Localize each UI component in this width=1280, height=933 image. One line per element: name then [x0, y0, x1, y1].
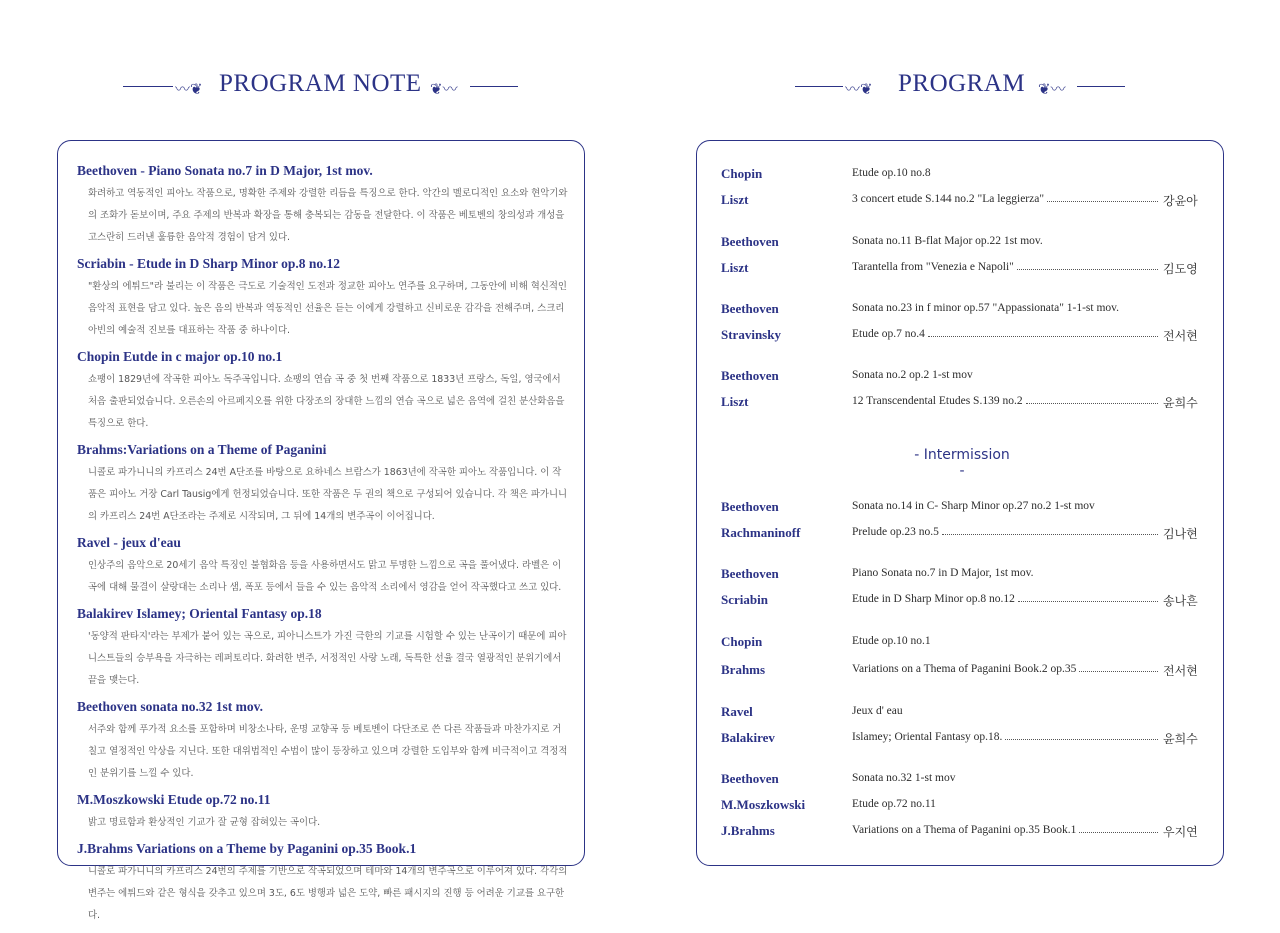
- program-row: [721, 592, 1201, 612]
- performer-name: 윤희수: [1163, 396, 1198, 410]
- work-title: [852, 705, 1192, 717]
- program-row: [721, 704, 1201, 724]
- note-entry: [77, 162, 572, 249]
- composer-name: Beethoven: [721, 301, 779, 316]
- program-row: [721, 730, 1201, 750]
- title-rule-right: [1077, 86, 1125, 87]
- performer-name: 김나현: [1163, 527, 1198, 541]
- work-title: [852, 235, 1192, 247]
- program-row: [721, 368, 1201, 388]
- work-title: [852, 395, 1161, 407]
- title-rule-left: [795, 86, 843, 87]
- work-title-text: 3 concert etude S.144 no.2 "La leggierza": [852, 193, 1045, 205]
- note-entry: [77, 791, 572, 834]
- dot-leader: [1017, 268, 1158, 270]
- composer-name: Chopin: [721, 634, 763, 649]
- work-title-text: Tarantella from "Venezia e Napoli": [852, 261, 1014, 273]
- work-title-text: Islamey; Oriental Fantasy op.18.: [852, 731, 1003, 743]
- work-title: [852, 798, 1192, 810]
- work-title: [852, 593, 1161, 605]
- program-note-title: PROGRAM NOTE: [219, 70, 422, 97]
- performer-name: 우지연: [1163, 825, 1198, 839]
- note-body: 인상주의 음악으로 20세기 음악 특징인 불협화음 등을 사용하면서도 맑고 투명한 느낌으로 곡을 풀어냈다. 라벨은 이 곡에 대해 물결이 살랑대는 소리나 샘, 폭포 등에서 들을 수 있는 음악적 소리에서 영감을 얻어 작곡했다고 쓰고 있다.: [88, 560, 562, 593]
- program-row: [721, 771, 1201, 791]
- note-body: 니콜로 파가니니의 카프리스 24번의 주제를 기반으로 작곡되었으며 테마와 14개의 변주곡으로 이루어져 있다. 각각의 변주는 에튀드와 같은 형식을 갖추고 있으며 3도, 6도 병행과 넓은 도약, 빠른 패시지의 진행 등 어려운 기교를 요구한다.: [88, 866, 568, 921]
- composer-name: Balakirev: [721, 730, 775, 745]
- note-body: 밝고 명료함과 환상적인 기교가 잘 균형 잡혀있는 곡이다.: [88, 817, 321, 828]
- note-title: Chopin Eutde in c major op.10 no.1: [77, 349, 283, 364]
- work-title-text: Jeux d' eau: [852, 705, 903, 717]
- work-title-text: Etude op.10 no.8: [852, 167, 931, 179]
- work-title-text: 12 Transcendental Etudes S.139 no.2: [852, 395, 1023, 407]
- note-entry: [77, 605, 572, 692]
- work-title-text: Etude op.7 no.4: [852, 328, 925, 340]
- note-body: 쇼팽이 1829년에 작곡한 피아노 독주곡입니다. 쇼팽의 연습 곡 중 첫 번째 작품으로 1833년 프랑스, 독일, 영국에서 처음 출판되었습니다. 오른손의 아르페지오를 위한 다장조의 장대한 느낌의 연습 곡으로 넓은 음역에 걸친 분산화음을 특징으로 한다.: [88, 374, 565, 429]
- program-row: [721, 525, 1201, 545]
- program-row: [721, 566, 1201, 586]
- composer-name: Beethoven: [721, 566, 779, 581]
- flourish-ornament-icon: 〰❦: [845, 80, 873, 98]
- note-body: 화려하고 역동적인 피아노 작품으로, 명확한 주제와 강렬한 리듬을 특징으로 한다. 악간의 멜로디적인 요소와 현악기와의 조화가 돋보이며, 주요 주제의 반복과 확장을 통해 충복되는 감동을 전달한다. 이 작품은 베토벤의 창의성과 개성을 고스란히 드러낸 훌륭한 음악적 경험이 담겨 있다.: [88, 188, 568, 243]
- performer-name: 윤희수: [1163, 732, 1198, 746]
- intermission-label: - Intermission -: [914, 447, 1010, 479]
- composer-name: Rachmaninoff: [721, 525, 801, 540]
- program-row: [721, 260, 1201, 280]
- note-title: Brahms:Variations on a Theme of Paganini: [77, 442, 327, 457]
- performer-name: 김도영: [1163, 262, 1198, 276]
- work-title-text: Etude op.72 no.11: [852, 798, 936, 810]
- dot-leader: [1018, 600, 1158, 602]
- note-title: Beethoven sonata no.32 1st mov.: [77, 699, 264, 714]
- dot-leader: [928, 335, 1158, 337]
- note-title: Beethoven - Piano Sonata no.7 in D Major, 1st mov.: [77, 163, 373, 178]
- work-title: [852, 731, 1161, 743]
- note-entry: [77, 348, 572, 435]
- work-title-text: Sonata no.11 B-flat Major op.22 1st mov.: [852, 235, 1043, 247]
- composer-name: Beethoven: [721, 499, 779, 514]
- note-body: 니콜로 파가니니의 카프리스 24번 A단조를 바탕으로 요하네스 브람스가 1863년에 작곡한 피아노 작품입니다. 이 작품은 피아노 거장 Carl Tausig에게 헌정되었습니다. 또한 작품은 두 권의 책으로 구성되어 있습니다. 각 책은 파가니니의 카프리스 24번 A단조라는 주제로 시작되며, 그 뒤에 14개의 변주곡이 이어집니다.: [88, 467, 568, 522]
- note-body: "환상의 에튀드"라 불리는 이 작품은 극도로 기술적인 도전과 정교한 피아노 연주를 요구하며, 그동안에 비해 혁신적인 음악적 표현을 담고 있다. 높은 음의 반복과 역동적인 선율은 듣는 이에게 강렬하고 신비로운 감각을 전해주며, 스크리아빈의 예술적 진보를 대표하는 작품 중 하나이다.: [88, 281, 567, 336]
- program-row: [721, 797, 1201, 817]
- program-row: [721, 234, 1201, 254]
- flourish-ornament-icon: ❦〰: [1038, 80, 1066, 98]
- program-title: PROGRAM: [898, 70, 1026, 97]
- program-notes: [77, 162, 572, 933]
- flourish-ornament-icon: 〰❦: [175, 80, 203, 98]
- performer-name: 전서현: [1163, 329, 1198, 343]
- work-title: [852, 526, 1161, 538]
- composer-name: Scriabin: [721, 592, 768, 607]
- program-row: [721, 301, 1201, 321]
- composer-name: Chopin: [721, 166, 763, 181]
- work-title: [852, 772, 1192, 784]
- work-title-text: Sonata no.23 in f minor op.57 "Appassionata" 1-1-st mov.: [852, 302, 1120, 314]
- note-entry: [77, 441, 572, 528]
- composer-name: Liszt: [721, 394, 749, 409]
- note-body: 서주와 함께 푸가적 요소를 포함하며 비창소나타, 운명 교향곡 등 베토벤이 다단조로 쓴 다른 작품들과 마찬가지로 거칠고 열정적인 악상을 지닌다. 또한 대위법적인 수법이 많이 등장하고 있으며 강렬한 도입부와 함께 비극적이고 격정적인 분위기를 느낄 수 있다.: [88, 724, 568, 779]
- program-row: [721, 662, 1201, 682]
- title-rule-right: [470, 86, 518, 87]
- note-title: J.Brahms Variations on a Theme by Paganini op.35 Book.1: [77, 841, 417, 856]
- composer-name: Liszt: [721, 192, 749, 207]
- work-title: [852, 167, 1192, 179]
- dot-leader: [1079, 670, 1158, 672]
- program-row: [721, 327, 1201, 347]
- program-row: [721, 166, 1201, 186]
- note-body: '동양적 판타지'라는 부제가 붙어 있는 곡으로, 피아니스트가 가진 극한의 기교를 시험할 수 있는 난곡이기 때문에 피아니스트들의 승부욕을 자극하는 레퍼토리다. 화려한 변주, 서정적인 사랑 노래, 독특한 선율 결국 열광적인 분위기에서 끝을 맺는다.: [88, 631, 567, 686]
- note-entry: [77, 698, 572, 785]
- work-title-text: Variations on a Thema of Paganini op.35 Book.1: [852, 824, 1077, 836]
- work-title-text: Piano Sonata no.7 in D Major, 1st mov.: [852, 567, 1034, 579]
- note-title: Balakirev Islamey; Oriental Fantasy op.18: [77, 606, 322, 621]
- program-row: [721, 823, 1201, 843]
- note-title: Ravel - jeux d'eau: [77, 535, 181, 550]
- composer-name: Beethoven: [721, 234, 779, 249]
- work-title: [852, 193, 1161, 205]
- composer-name: Stravinsky: [721, 327, 781, 342]
- work-title-text: Sonata no.32 1-st mov: [852, 772, 956, 784]
- note-title: Scriabin - Etude in D Sharp Minor op.8 no.12: [77, 256, 341, 271]
- composer-name: Liszt: [721, 260, 749, 275]
- note-entry: [77, 534, 572, 599]
- work-title: [852, 500, 1192, 512]
- work-title: [852, 369, 1192, 381]
- work-title: [852, 663, 1161, 675]
- work-title: [852, 567, 1192, 579]
- title-rule-left: [123, 86, 173, 87]
- composer-name: Ravel: [721, 704, 753, 719]
- work-title: [852, 328, 1161, 340]
- program-row: [721, 634, 1201, 654]
- composer-name: Beethoven: [721, 771, 779, 786]
- work-title-text: Etude in D Sharp Minor op.8 no.12: [852, 593, 1015, 605]
- work-title-text: Sonata no.14 in C- Sharp Minor op.27 no.2 1-st mov: [852, 500, 1095, 512]
- performer-name: 강윤아: [1163, 194, 1198, 208]
- work-title-text: Etude op.10 no.1: [852, 635, 931, 647]
- work-title: [852, 824, 1161, 836]
- work-title-text: Prelude op.23 no.5: [852, 526, 939, 538]
- work-title: [852, 302, 1192, 314]
- dot-leader: [1005, 738, 1158, 740]
- work-title: [852, 635, 1192, 647]
- performer-name: 전서현: [1163, 664, 1198, 678]
- note-entry: [77, 840, 572, 927]
- work-title: [852, 261, 1161, 273]
- dot-leader: [1079, 831, 1158, 833]
- dot-leader: [1047, 200, 1158, 202]
- composer-name: M.Moszkowski: [721, 797, 806, 812]
- composer-name: Beethoven: [721, 368, 779, 383]
- dot-leader: [942, 533, 1158, 535]
- work-title-text: Sonata no.2 op.2 1-st mov: [852, 369, 973, 381]
- composer-name: Brahms: [721, 662, 766, 677]
- work-title-text: Variations on a Thema of Paganini Book.2 op.35: [852, 663, 1077, 675]
- note-entry: [77, 255, 572, 342]
- note-title: M.Moszkowski Etude op.72 no.11: [77, 792, 271, 807]
- dot-leader: [1026, 402, 1158, 404]
- program-row: [721, 192, 1201, 212]
- flourish-ornament-icon: ❦〰: [430, 80, 458, 98]
- performer-name: 송나흔: [1163, 594, 1198, 608]
- program-row: [721, 499, 1201, 519]
- program-row: [721, 394, 1201, 414]
- composer-name: J.Brahms: [721, 823, 775, 838]
